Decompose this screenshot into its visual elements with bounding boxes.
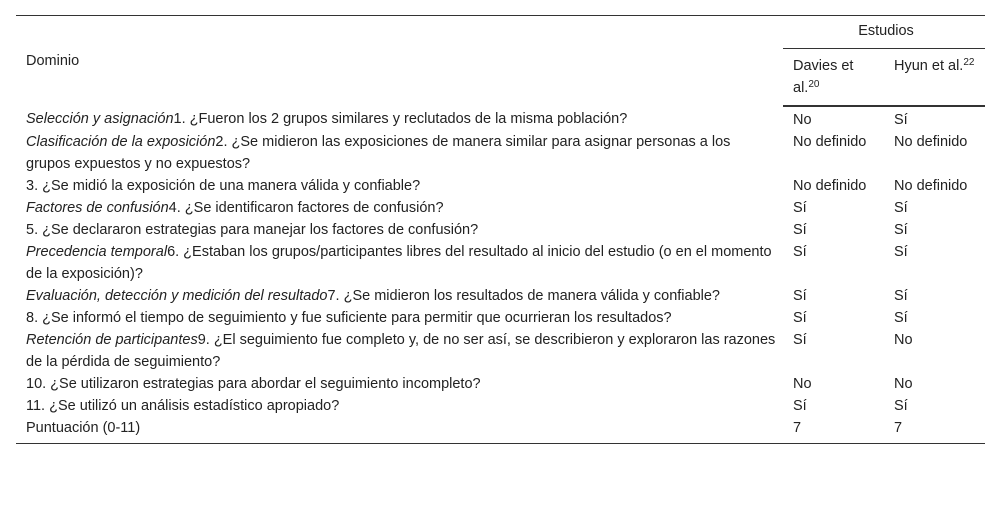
- table-row: [16, 329, 985, 373]
- davies-value-cell: No: [793, 112, 812, 128]
- table-row: [16, 197, 985, 219]
- table-row: [16, 285, 985, 307]
- davies-value-cell: Sí: [793, 398, 807, 414]
- domain-cell: [16, 395, 783, 417]
- domain-section-label: Precedencia temporal: [26, 244, 168, 260]
- hyun-value-cell: No: [894, 332, 913, 348]
- domain-cell: [16, 307, 783, 329]
- hyun-value-cell: Sí: [894, 288, 908, 304]
- hyun-value-cell: No definido: [894, 178, 968, 194]
- hyun-value-cell: Sí: [894, 398, 908, 414]
- domain-cell: [16, 241, 783, 285]
- davies-value-cell: Sí: [793, 222, 807, 238]
- table-row: [16, 307, 985, 329]
- hyun-value-cell: Sí: [894, 222, 908, 238]
- domain-question-text: 5. ¿Se declararon estrategias para manejar los factores de confusión?: [26, 222, 479, 238]
- domain-cell: [16, 106, 783, 131]
- domain-column-header: Dominio: [16, 16, 783, 107]
- domain-section-label: Selección y asignación: [26, 111, 174, 127]
- domain-cell: [16, 285, 783, 307]
- domain-question-text: 4. ¿Se identificaron factores de confusión?: [168, 200, 444, 216]
- davies-value-cell: Sí: [793, 200, 807, 216]
- domain-cell: [16, 131, 783, 175]
- domain-question-text: 8. ¿Se informó el tiempo de seguimiento y fue suficiente para permitir que ocurrieran los resultados?: [26, 310, 672, 326]
- domain-cell: [16, 219, 783, 241]
- davies-value-cell: Sí: [793, 332, 807, 348]
- domain-cell: [16, 373, 783, 395]
- domain-question-text: 1. ¿Fueron los 2 grupos similares y reclutados de la misma población?: [173, 111, 628, 127]
- davies-value-cell: Sí: [793, 244, 807, 260]
- domain-cell: [16, 197, 783, 219]
- domain-question-text: 3. ¿Se midió la exposición de una manera válida y confiable?: [26, 178, 421, 194]
- davies-value-cell: Sí: [793, 310, 807, 326]
- table-row: [16, 106, 985, 131]
- hyun-value-cell: No definido: [894, 134, 968, 150]
- domain-cell: [16, 175, 783, 197]
- study-reference: 20: [808, 79, 820, 90]
- studies-group-header: Estudios: [783, 16, 985, 49]
- domain-section-label: Retención de participantes: [26, 332, 198, 348]
- hyun-value-cell: Sí: [894, 200, 908, 216]
- domain-section-label: Clasificación de la exposición: [26, 134, 216, 150]
- davies-value-cell: No definido: [793, 134, 867, 150]
- domain-cell: [16, 329, 783, 373]
- hyun-value-cell: 7: [884, 417, 985, 444]
- study-name: Davies et al.: [793, 58, 854, 96]
- table-row: [16, 241, 985, 285]
- study-header-hyun: [884, 49, 985, 107]
- domain-question-text: Puntuación (0-11): [26, 420, 141, 436]
- davies-value-cell: Sí: [793, 288, 807, 304]
- table-row: [16, 417, 985, 444]
- domain-question-text: 6. ¿Estaban los grupos/participantes libres del resultado al inicio del estudio (o en el momento de la exposición)?: [26, 244, 772, 282]
- domain-question-text: 7. ¿Se midieron los resultados de manera válida y confiable?: [327, 288, 720, 304]
- davies-value-cell: No: [793, 376, 812, 392]
- header-row-group: [16, 16, 985, 49]
- davies-value-cell: No definido: [793, 178, 867, 194]
- study-header-davies: [783, 49, 884, 107]
- domain-section-label: Factores de confusión: [26, 200, 169, 216]
- table-row: [16, 175, 985, 197]
- hyun-value-cell: No: [894, 376, 913, 392]
- domain-section-label: Evaluación, detección y medición del resultado: [26, 288, 328, 304]
- hyun-value-cell: Sí: [894, 112, 908, 128]
- hyun-value-cell: Sí: [894, 310, 908, 326]
- table-body: [16, 106, 985, 444]
- table-row: [16, 219, 985, 241]
- hyun-value-cell: Sí: [894, 244, 908, 260]
- domain-question-text: 11. ¿Se utilizó un análisis estadístico apropiado?: [26, 398, 340, 414]
- domain-cell: [16, 417, 783, 444]
- study-name: Hyun et al.: [894, 58, 964, 74]
- domain-question-text: 10. ¿Se utilizaron estrategias para abordar el seguimiento incompleto?: [26, 376, 481, 392]
- quality-assessment-table: [16, 15, 985, 444]
- domain-question-text: 9. ¿El seguimiento fue completo y, de no ser así, se describieron y exploraron las razones de la pérdida de seguimiento?: [26, 332, 776, 370]
- table-row: [16, 131, 985, 175]
- study-reference: 22: [963, 57, 975, 68]
- davies-value-cell: 7: [783, 417, 884, 444]
- table-row: [16, 395, 985, 417]
- domain-question-text: 2. ¿Se midieron las exposiciones de manera similar para asignar personas a los grupos expuestos y no expuestos?: [26, 134, 731, 172]
- table-row: [16, 373, 985, 395]
- table-header: [16, 16, 985, 107]
